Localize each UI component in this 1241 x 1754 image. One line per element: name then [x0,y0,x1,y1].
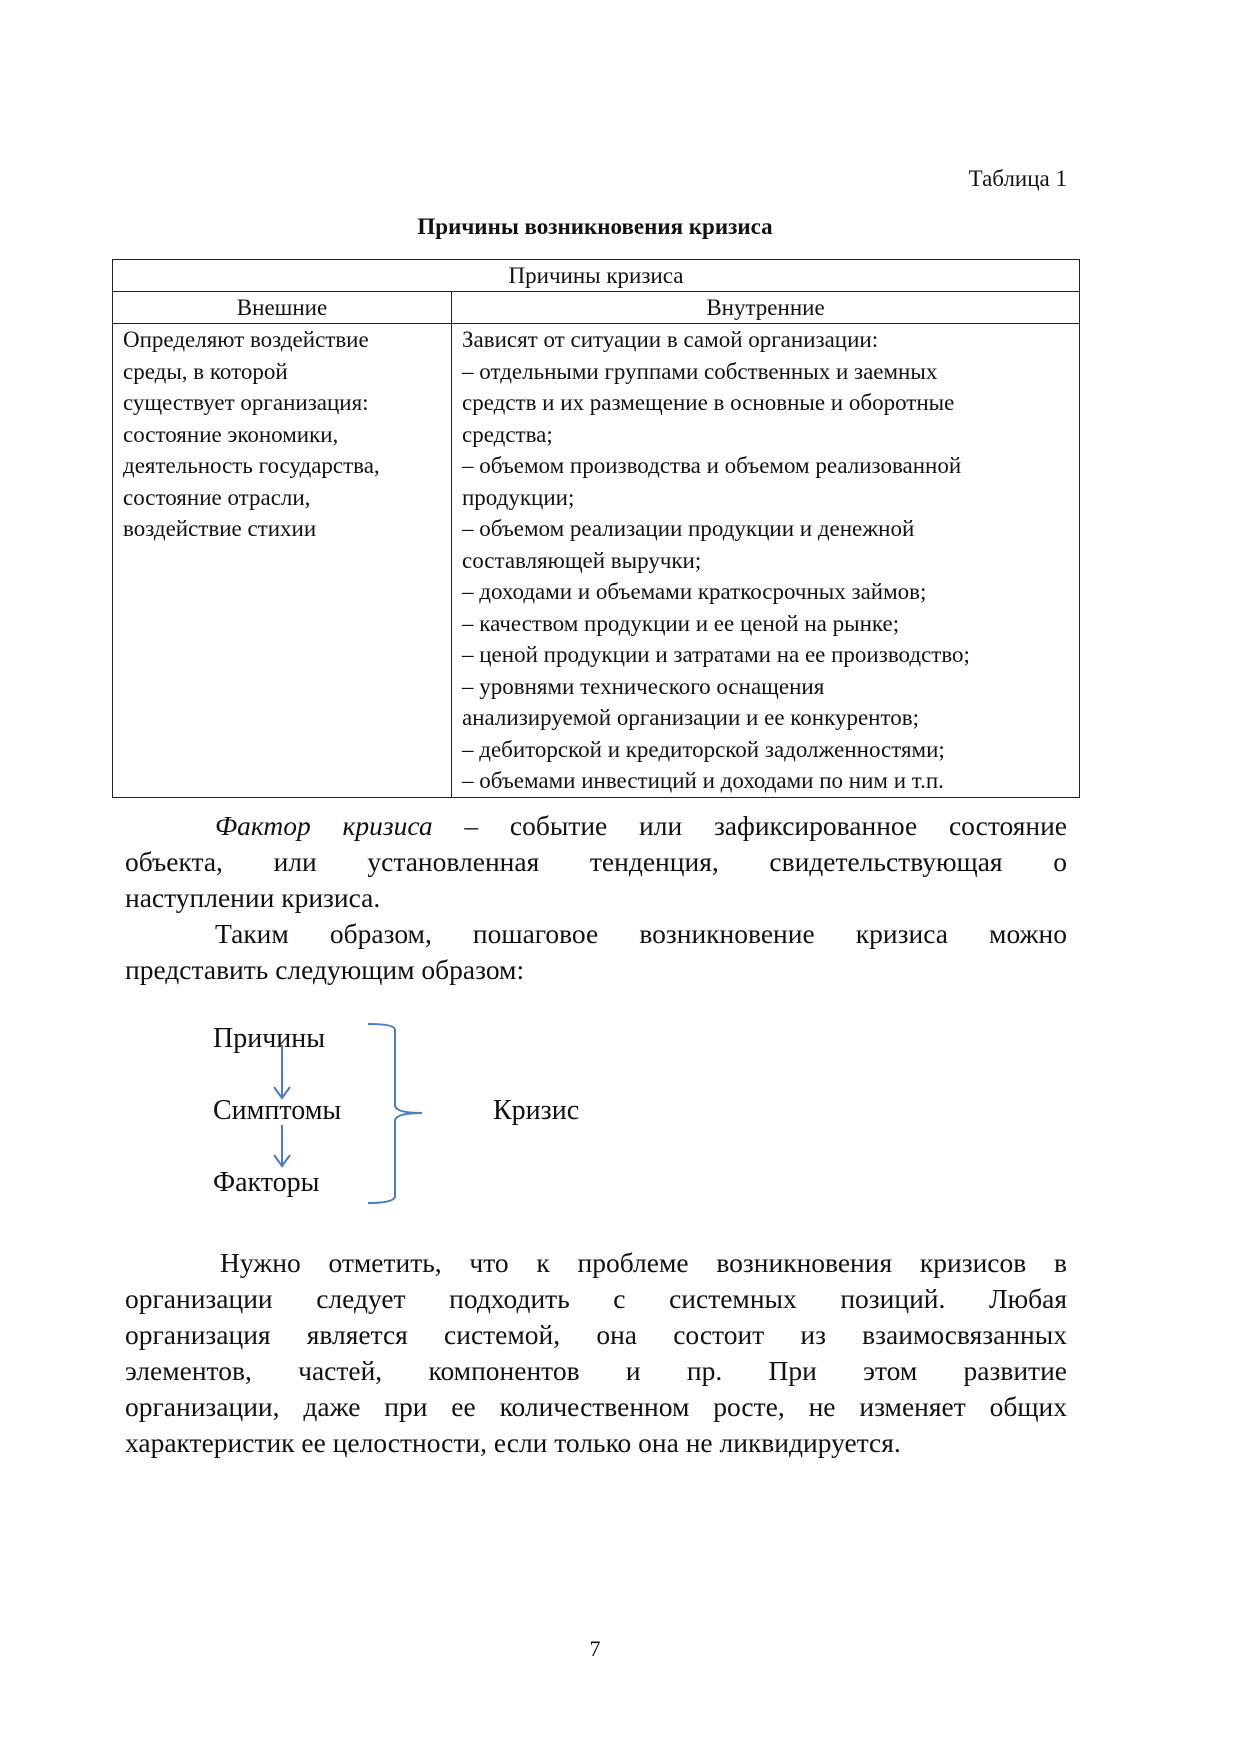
cell-line: средства; [462,421,553,447]
text: – событие или зафиксированное состояние [432,810,1067,841]
node-causes: Причины [213,1023,326,1054]
cell-line: – объемами инвестиций и доходами по ним и т.п. [462,768,944,793]
cell-line: продукции; [462,484,575,510]
brace-icon [368,1024,422,1203]
cell-line: деятельность государства, [123,453,380,478]
text-line: представить следующим образом: [125,954,525,985]
cell-line: – объемом реализации продукции и денежной [462,516,915,541]
cell-line: – доходами и объемами краткосрочных займов; [462,579,927,604]
cell-line: – объемом производства и объемом реализованной [462,453,962,478]
table-label: Таблица 1 [968,166,1067,191]
cell-line: – ценой продукции и затратами на ее производство; [462,642,970,667]
paragraph-systems [125,1245,1067,1461]
term-factor: Фактор кризиса [215,810,433,841]
arrow-down-icon [274,1125,290,1166]
cell-line: средств и их размещение в основные и оборотные [462,390,955,415]
table-header: Причины кризиса [113,260,1080,292]
cell-line: – отдельными группами собственных и заемных [462,358,938,384]
cell-line: Зависят от ситуации в самой организации: [462,327,879,352]
cell-line: – дебиторской и кредиторской задолженностями; [462,736,945,762]
cell-line: анализируемой организации и ее конкурентов; [462,705,919,730]
cell-line: составляющей выручки; [462,547,702,573]
cell-line: существует организация: [123,390,369,415]
arrow-down-icon [274,1045,290,1098]
table-caption: Причины возникновения кризиса [417,214,773,239]
node-crisis: Кризис [493,1095,580,1126]
text-line: элементов, частей, компонентов и пр. При этом развитие [125,1355,1067,1386]
node-factors: Факторы [213,1167,320,1198]
cell-line: состояние отрасли, [123,484,311,510]
text-line: организация является системой, она состоит из взаимосвязанных [125,1319,1067,1350]
page-number: 7 [589,1636,601,1661]
text-line: Нужно отметить, что к проблеме возникновения кризисов в [220,1247,1067,1278]
text-line: организации, даже при ее количественном росте, не изменяет общих [125,1391,1067,1422]
cell-line: – качеством продукции и ее ценой на рынке; [462,610,900,636]
text-line: организации следует подходить с системных позиций. Любая [125,1283,1067,1314]
column-internal: Внутренние [452,292,1080,324]
cell-line: состояние экономики, [123,421,339,447]
node-symptoms: Симптомы [213,1095,342,1126]
column-external: Внешние [113,292,452,324]
text-line: характеристик ее целостности, если только она не ликвидируется. [125,1427,901,1458]
cell-line: среды, в которой [123,358,288,384]
text-line: объекта, или установленная тенденция, свидетельствующая о [125,846,1067,877]
text-line: Таким образом, пошаговое возникновение кризиса можно [215,918,1067,949]
cell-line: – уровнями технического оснащения [462,673,825,699]
cell-line: Определяют воздействие [123,327,369,352]
text-line: наступлении кризиса. [125,882,381,913]
cell-line: воздействие стихии [123,516,317,541]
